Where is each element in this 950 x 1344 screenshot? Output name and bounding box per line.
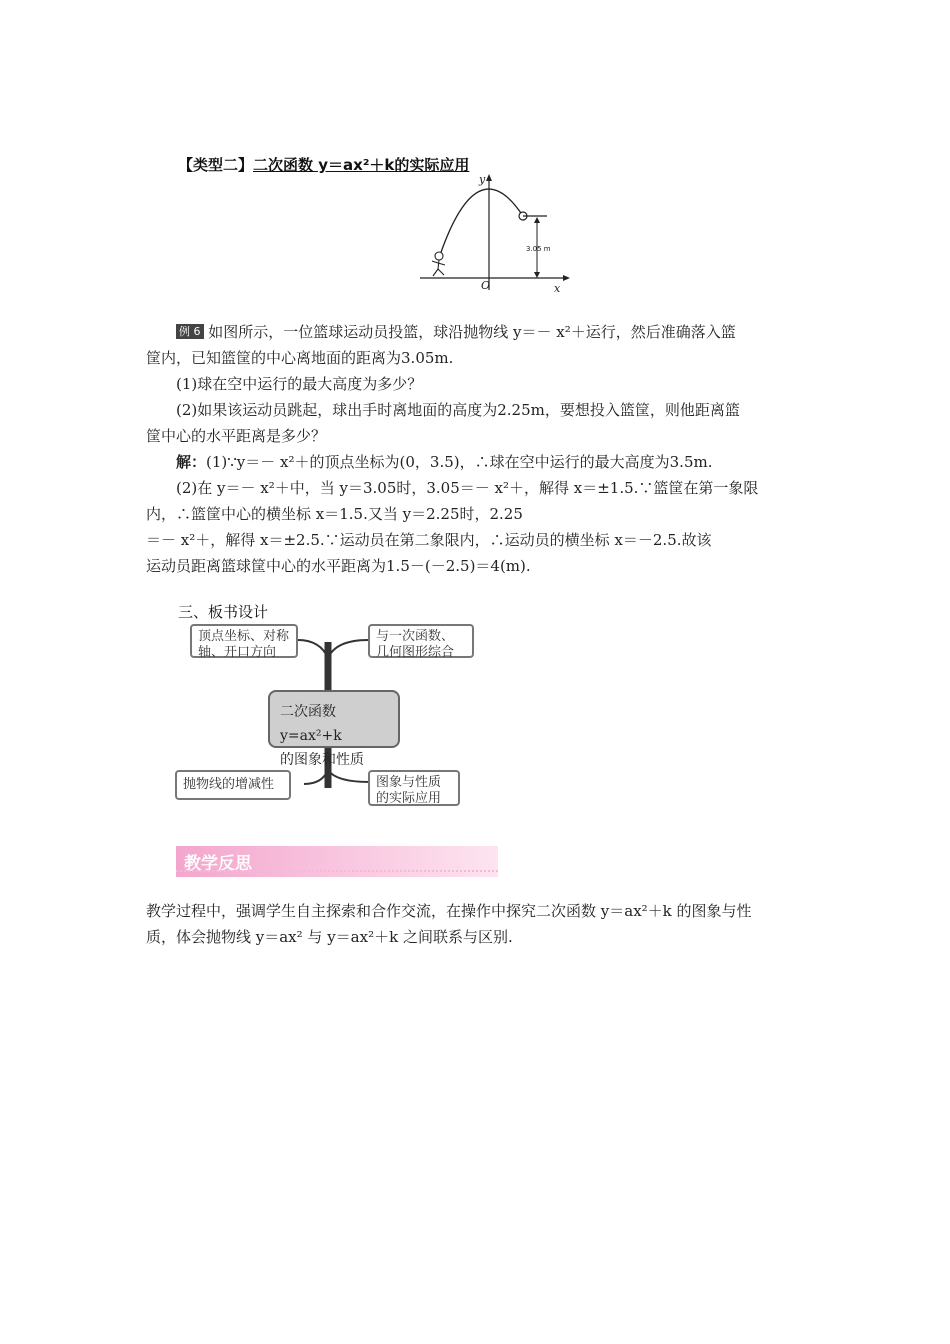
player-head-icon <box>435 252 443 260</box>
section-label: 【类型二】 <box>178 156 254 174</box>
solution-2-line-4: 运动员距离篮球筐中心的水平距离为1.5－(－2.5)＝4(m). <box>146 557 531 575</box>
parabola-figure <box>415 172 575 294</box>
y-label: y <box>479 173 486 186</box>
example-line-2: 筐内，已知篮筐的中心离地面的距离为3.05m. <box>146 349 454 367</box>
box-vertex-axis: 顶点坐标、对称轴、开口方向 <box>190 624 298 658</box>
board-design-heading: 三、板书设计 <box>178 603 269 621</box>
height-label: 3.05 m <box>526 245 551 253</box>
center-line-2: 的图象和性质 <box>280 752 364 768</box>
section-title: 二次函数 y＝ax²＋k的实际应用 <box>253 156 470 174</box>
box-monotonicity: 抛物线的增减性 <box>175 770 291 800</box>
question-1: (1)球在空中运行的最大高度为多少？ <box>176 375 423 393</box>
reflection-line-2: 质，体会抛物线 y＝ax² 与 y＝ax²＋k 之间联系与区别. <box>146 928 513 946</box>
box-combination: 与一次函数、几何图形综合 <box>368 624 474 658</box>
solution-1: 解：(1)∵y＝－ x²＋的顶点坐标为(0，3.5)，∴球在空中运行的最大高度为3.5m. <box>176 453 713 471</box>
reflection-banner: 教学反思 <box>176 846 498 877</box>
ball-trajectory <box>439 189 523 258</box>
solution-2-line-2: 内，∴篮筐中心的横坐标 x＝1.5.又当 y＝2.25时，2.25 <box>146 505 523 523</box>
banner-underline <box>176 870 498 872</box>
example-badge: 例 6 <box>176 324 204 339</box>
example-line-1: 例 6 如图所示，一位篮球运动员投篮，球沿抛物线 y＝－ x²＋运行，然后准确落入篮 <box>176 319 736 345</box>
center-line-1: 二次函数y=ax²+k <box>280 704 342 744</box>
x-label: x <box>554 282 561 294</box>
reflection-line-1: 教学过程中，强调学生自主探索和合作交流，在操作中探究二次函数 y＝ax²＋k 的图象与性 <box>146 902 752 920</box>
player-body-icon <box>432 260 445 276</box>
y-axis-arrow <box>486 174 492 181</box>
origin-label: O <box>481 279 491 292</box>
box-application: 图象与性质的实际应用 <box>368 770 460 806</box>
center-topic-box <box>268 690 400 768</box>
solution-2-line-3: ＝－ x²＋，解得 x＝±2.5.∵运动员在第二象限内，∴运动员的横坐标 x＝－2.5.故该 <box>146 531 712 549</box>
question-2-line-2: 筐中心的水平距离是多少？ <box>146 427 327 445</box>
solution-2-line-1: (2)在 y＝－ x²＋中，当 y＝3.05时，3.05＝－ x²＋，解得 x＝±1.5.∵篮筐在第一象限 <box>176 479 759 497</box>
solution-label: 解： <box>176 453 207 471</box>
x-axis-arrow <box>563 275 570 281</box>
question-2-line-1: (2)如果该运动员跳起，球出手时离地面的高度为2.25m，要想投入篮筐，则他距离篮 <box>176 401 740 419</box>
